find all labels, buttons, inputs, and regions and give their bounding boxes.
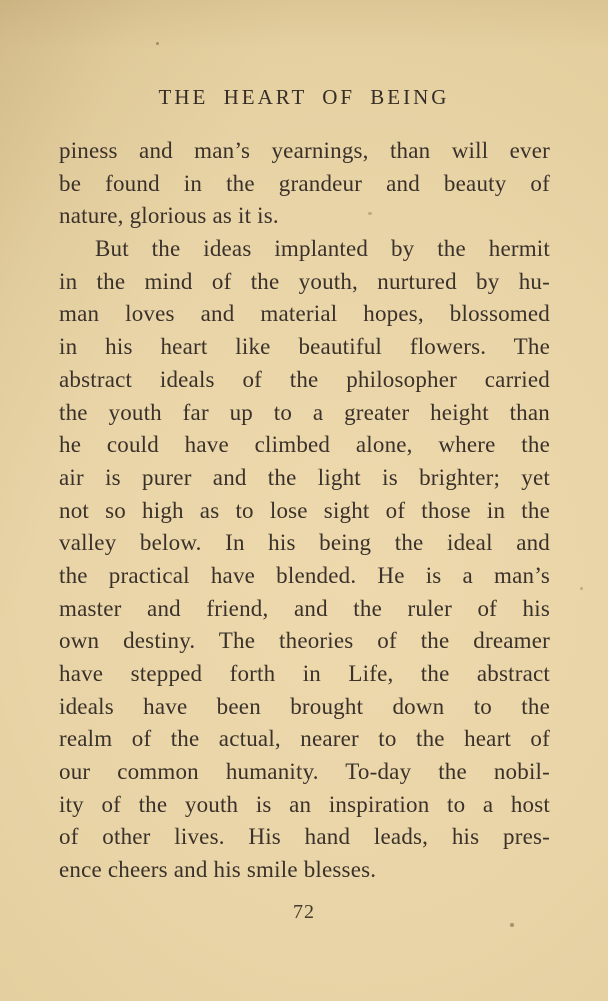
text-line: our common humanity. To-day the nobil- — [59, 759, 550, 785]
paper-speck — [368, 212, 372, 215]
text-line: ence cheers and his smile blesses. — [59, 857, 377, 883]
text-line: piness and man’s yearnings, than will ever — [59, 138, 550, 163]
paper-speck — [510, 923, 514, 927]
text-line: be found in the grandeur and beauty of — [59, 170, 550, 196]
text-line: master and friend, and the ruler of his — [59, 595, 550, 621]
text-line: own destiny. The theories of the dreamer — [59, 628, 550, 654]
text-line: the practical have blended. He is a man’s — [59, 562, 550, 588]
text-line: man loves and material hopes, blossomed — [59, 301, 550, 327]
paper-speck — [580, 587, 583, 590]
text-line: realm of the actual, nearer to the heart of — [59, 726, 550, 752]
text-line: air is purer and the light is brighter; yet — [59, 464, 550, 490]
running-head: THE HEART OF BEING — [158, 85, 450, 109]
text-line: the youth far up to a greater height than — [59, 399, 550, 425]
text-line: valley below. In his being the ideal and — [59, 530, 550, 556]
paper-speck — [156, 42, 159, 45]
text-line: nature, glorious as it is. — [59, 203, 279, 229]
body-text — [59, 135, 550, 887]
text-line: he could have climbed alone, where the — [59, 432, 550, 458]
text-line: of other lives. His hand leads, his pres- — [59, 824, 550, 850]
text-line: But the ideas implanted by the hermit — [95, 236, 550, 262]
text-line: ity of the youth is an inspiration to a host — [59, 791, 550, 817]
text-line: abstract ideals of the philosopher carried — [59, 366, 550, 392]
text-line: have stepped forth in Life, the abstract — [59, 661, 550, 686]
text-line: ideals have been brought down to the — [59, 693, 550, 719]
text-line: not so high as to lose sight of those in the — [59, 497, 550, 523]
text-line: in his heart like beautiful flowers. The — [59, 334, 550, 360]
text-line: in the mind of the youth, nurtured by hu- — [59, 268, 550, 294]
page-number: 72 — [293, 901, 315, 923]
